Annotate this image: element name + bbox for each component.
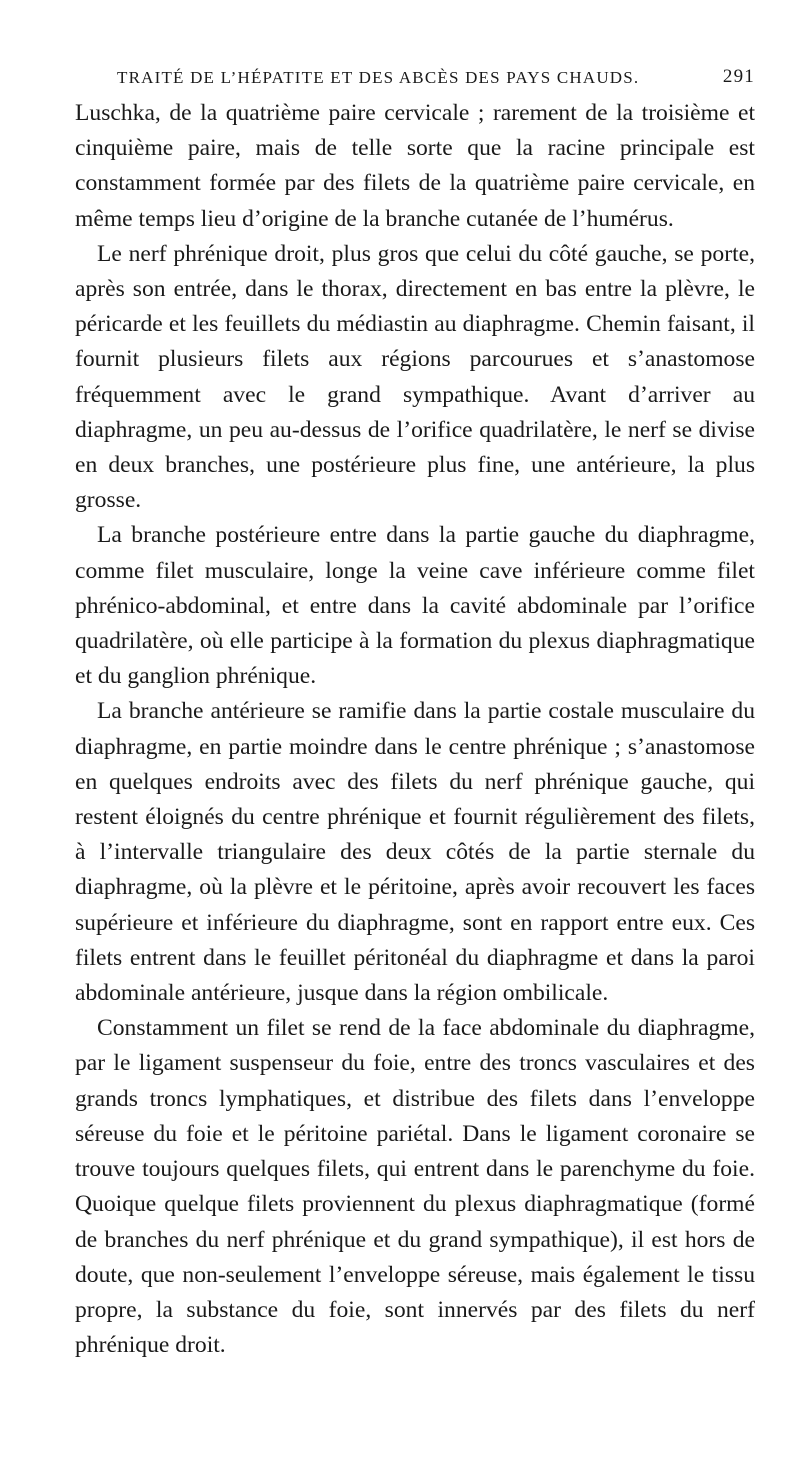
paragraph-anterior-branch: La branche antérieure se ramifie dans la partie costale musculaire du diaphragme, en partie moindre dans le centre phrénique ; s’anastomose en quelques endroits avec des filets du nerf phrénique gauche, qui restent éloignés du centre phrénique et fournit régulièrement des filets, à l’intervalle triangulaire des deux côtés de la partie sternale du diaphragme, où la plèvre et le péritoine, après avoir recouvert les faces supérieure et inférieure du diaphragme, sont en rapport entre eux. Ces filets entrent dans le feuillet péritonéal du diaphragme et dans la paroi abdominale antérieure, jusque dans la région ombilicale. [75, 698, 755, 1007]
book-page [75, 64, 755, 1363]
paragraph-continuation: Luschka, de la quatrième paire cervicale ; rarement de la troisième et cinquième paire, mais de telle sorte que la racine principale est constamment formée par des filets de la quatrième paire cervicale, en même temps lieu d’origine de la branche cutanée de l’humérus. [75, 100, 755, 232]
running-header [75, 64, 755, 96]
paragraph-liver-innervation: Constamment un filet se rend de la face abdominale du diaphragme, par le ligament suspenseur du foie, entre des troncs vasculaires et des grands troncs lymphatiques, et distribue des filets dans l’enveloppe séreuse du foie et le péritoine pariétal. Dans le ligament coronaire se trouve toujours quelques filets, qui entrent dans le parenchyme du foie. Quoique quelque filets proviennent du plexus diaphragmatique (formé de branches du nerf phrénique et du grand sympathique), il est hors de doute, que non-seulement l’enveloppe séreuse, mais également le tissu propre, la substance du foie, sont innervés par des filets du nerf phrénique droit. [75, 1015, 755, 1359]
page-number: 291 [722, 66, 755, 87]
paragraph-right-phrenic-nerve: Le nerf phrénique droit, plus gros que celui du côté gauche, se porte, après son entrée, dans le thorax, directement en bas entre la plèvre, le péricarde et les feuillets du médiastin au diaphragme. Chemin faisant, il fournit plusieurs filets aux régions parcourues et s’anastomose fréquemment avec le grand sympathique. Avant d’arriver au diaphragme, un peu au-dessus de l’orifice quadrilatère, le nerf se divise en deux branches, une postérieure plus fine, une antérieure, la plus grosse. [75, 240, 755, 514]
body-text [75, 96, 755, 1363]
running-title: TRAITÉ DE L’HÉPATITE ET DES ABCÈS DES PAYS CHAUDS. [117, 68, 640, 87]
paragraph-posterior-branch: La branche postérieure entre dans la partie gauche du diaphragme, comme filet musculaire, longe la veine cave inférieure comme filet phrénico-abdominal, et entre dans la cavité abdominale par l’orifice quadrilatère, où elle participe à la formation du plexus diaphragmatique et du ganglion phrénique. [75, 522, 755, 690]
